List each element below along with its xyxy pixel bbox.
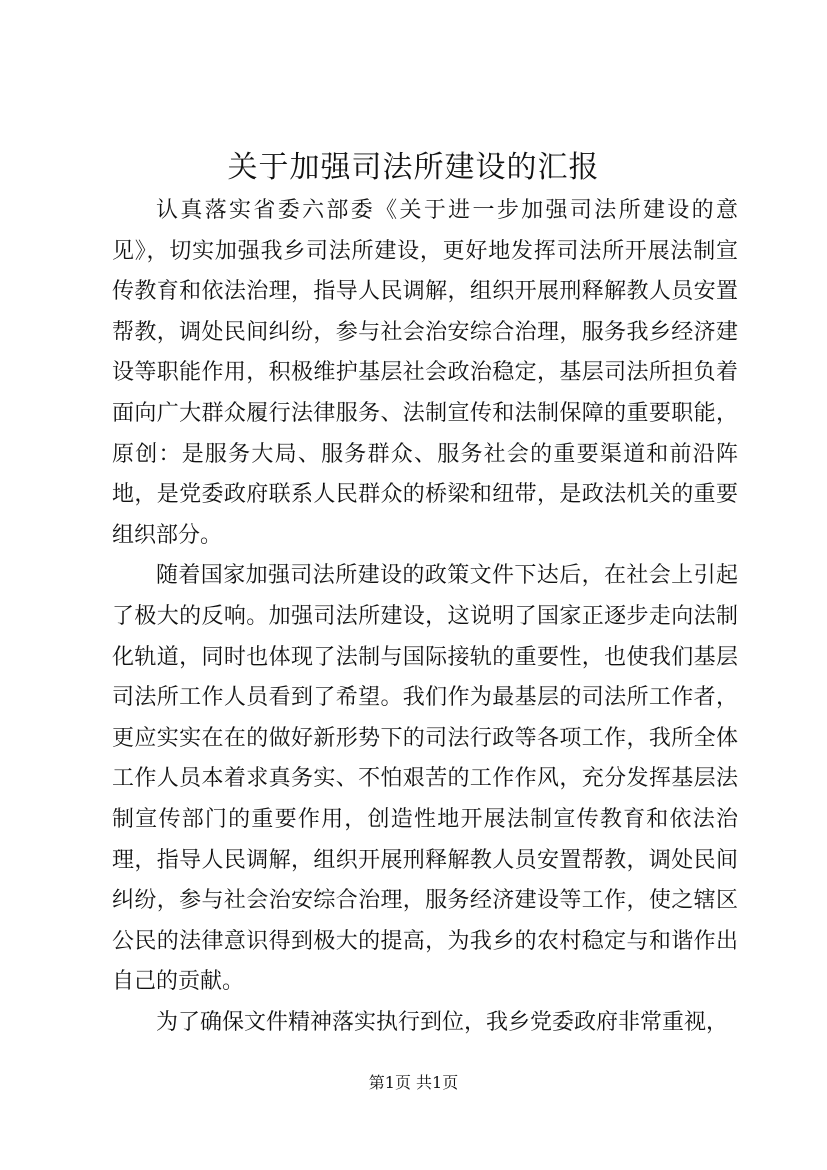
paragraph-3: 为了确保文件精神落实执行到位，我乡党委政府非常重视， — [156, 1009, 729, 1035]
document-body — [112, 191, 738, 1043]
paragraph-2: 随着国家加强司法所建设的政策文件下达后，在社会上引起了极大的反响。加强司法所建设，这说明了国家正逐步走向法制化轨道，同时也体现了法制与国际接轨的重要性，也使我们基层司法所工作人员看到了希望。我们作为最基层的司法所工作者，更应实实在在的做好新形势下的司法行政等各项工作，我所全体工作人员本着求真务实、不怕艰苦的工作作风，充分发挥基层法制宣传部门的重要作用，创造性地开展法制宣传教育和依法治理，指导人民调解，组织开展刑释解教人员安置帮教，调处民间纠纷，参与社会治安综合治理，服务经济建设等工作，使之辖区公民的法律意识得到极大的提高，为我乡的农村稳定与和谐作出自己的贡献。 — [112, 563, 738, 995]
page-footer: 第1页 共1页 — [368, 1073, 459, 1092]
paragraph-1: 认真落实省委六部委《关于进一步加强司法所建设的意见》，切实加强我乡司法所建设，更好地发挥司法所开展法制宣传教育和依法治理，指导人民调解，组织开展刑释解教人员安置帮教，调处民间纠纷，参与社会治安综合治理，服务我乡经济建设等职能作用，积极维护基层社会政治稳定，基层司法所担负着面向广大群众履行法律服务、法制宣传和法制保障的重要职能，原创：是服务大局、服务群众、服务社会的重要渠道和前沿阵地，是党委政府联系人民群众的桥梁和纽带，是政法机关的重要组织部分。 — [112, 198, 738, 548]
document-title: 关于加强司法所建设的汇报 — [227, 150, 600, 185]
